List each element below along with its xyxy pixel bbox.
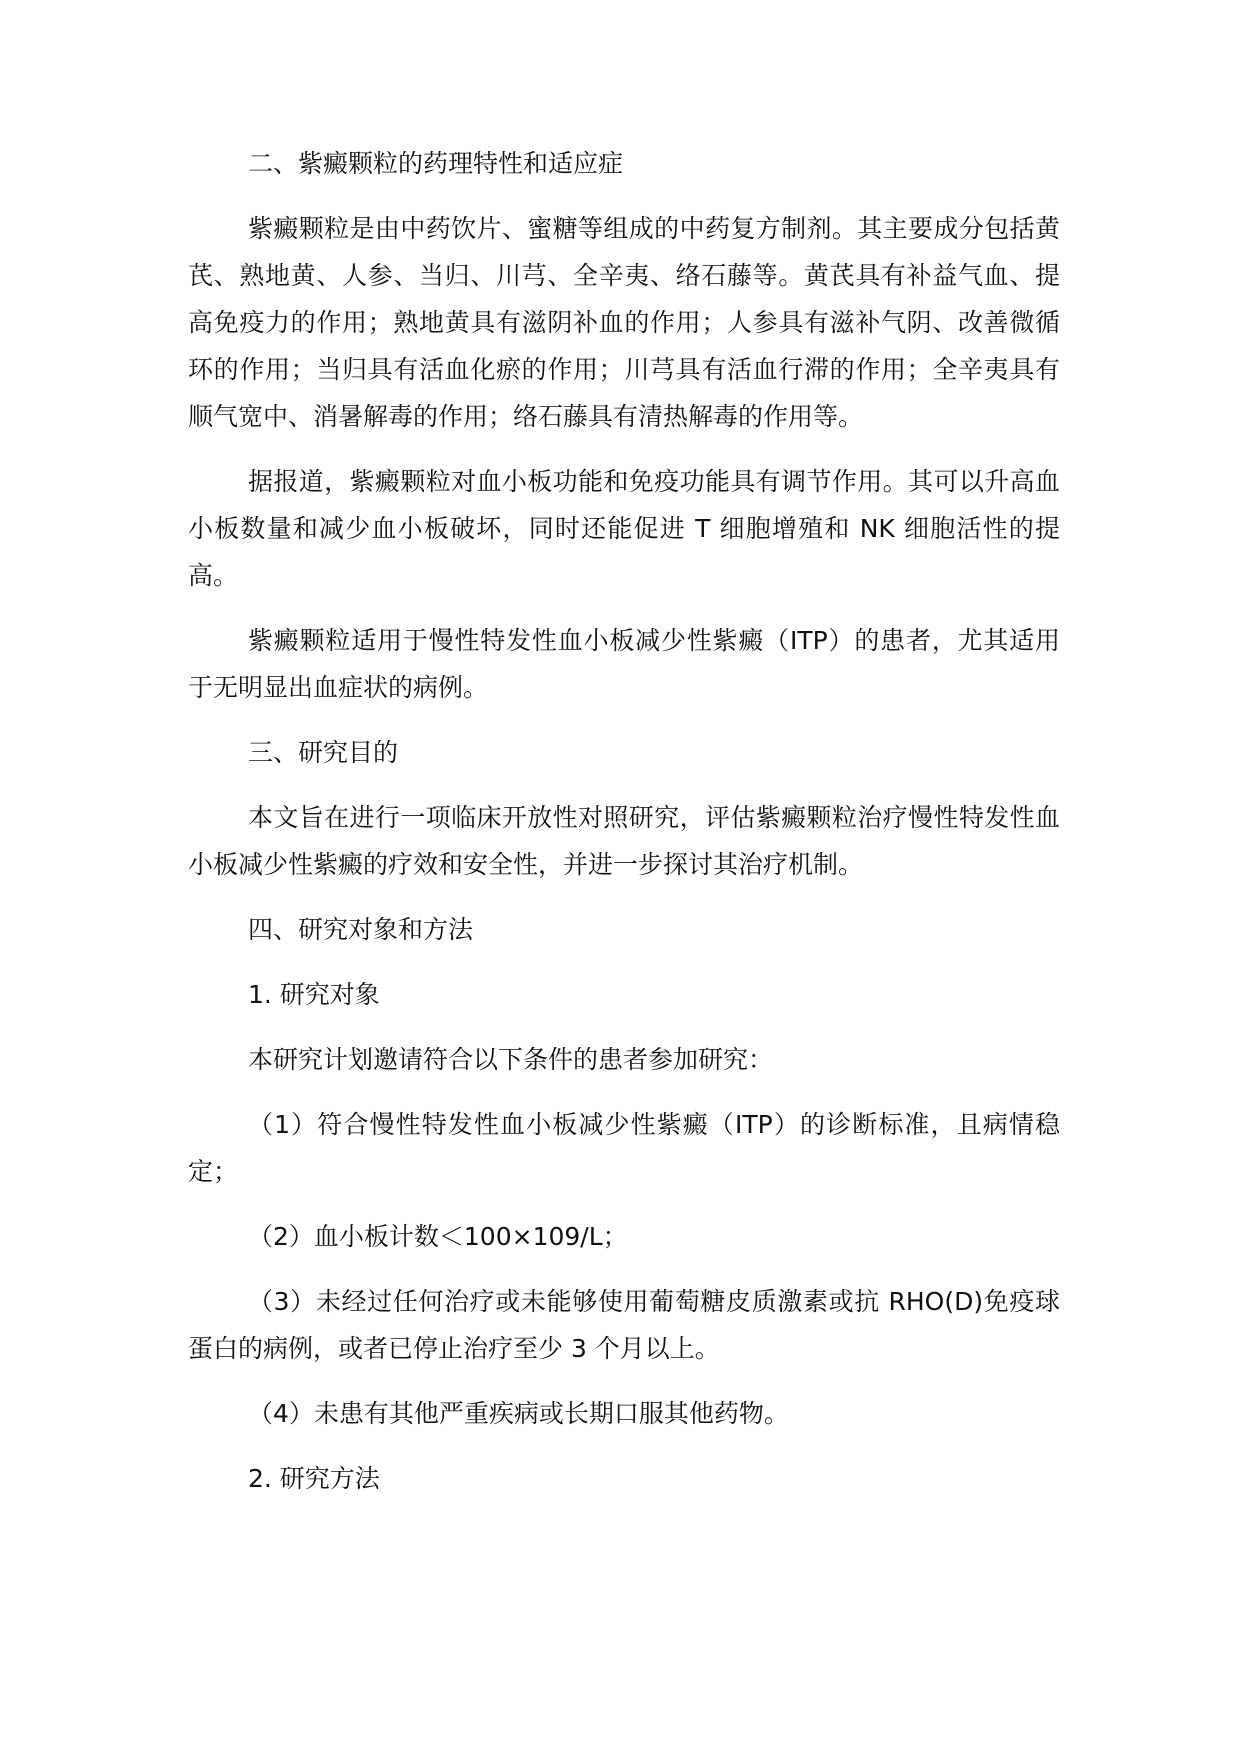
- section-heading-pharmacology: 二、紫癜颗粒的药理特性和适应症: [248, 149, 624, 178]
- criteria-item-4: （4）未患有其他严重疾病或长期口服其他药物。: [248, 1399, 789, 1428]
- document-page: [188, 140, 1060, 1520]
- subheading-methods: 2. 研究方法: [248, 1464, 380, 1493]
- section-heading-purpose: 三、研究目的: [248, 738, 399, 767]
- paragraph-inclusion-intro: 本研究计划邀请符合以下条件的患者参加研究：: [248, 1045, 774, 1074]
- criteria-item-2: （2）血小板计数＜100×109/L；: [248, 1222, 628, 1251]
- section-heading-subjects-methods: 四、研究对象和方法: [248, 915, 474, 944]
- criteria-item-3: （3）未经过任何治疗或未能够使用葡萄糖皮质激素或抗 RHO(D)免疫球蛋白的病例，或者已停止治疗至少 3 个月以上。: [188, 1287, 1060, 1363]
- paragraph-reports: 据报道，紫癜颗粒对血小板功能和免疫功能具有调节作用。其可以升高血小板数量和减少血小板破坏，同时还能促进 T 细胞增殖和 NK 细胞活性的提高。: [188, 467, 1060, 590]
- paragraph-purpose: 本文旨在进行一项临床开放性对照研究，评估紫癜颗粒治疗慢性特发性血小板减少性紫癜的疗效和安全性，并进一步探讨其治疗机制。: [188, 803, 1060, 879]
- paragraph-composition: 紫癜颗粒是由中药饮片、蜜糖等组成的中药复方制剂。其主要成分包括黄芪、熟地黄、人参、当归、川芎、全辛夷、络石藤等。黄芪具有补益气血、提高免疫力的作用；熟地黄具有滋阴补血的作用；人参具有滋补气阴、改善微循环的作用；当归具有活血化瘀的作用；川芎具有活血行滞的作用；全辛夷具有顺气宽中、消暑解毒的作用；络石藤具有清热解毒的作用等。: [188, 214, 1060, 431]
- paragraph-indications: 紫癜颗粒适用于慢性特发性血小板减少性紫癜（ITP）的患者，尤其适用于无明显出血症状的病例。: [188, 626, 1060, 702]
- criteria-item-1: （1）符合慢性特发性血小板减少性紫癜（ITP）的诊断标准，且病情稳定；: [188, 1110, 1060, 1186]
- subheading-subjects: 1. 研究对象: [248, 980, 380, 1009]
